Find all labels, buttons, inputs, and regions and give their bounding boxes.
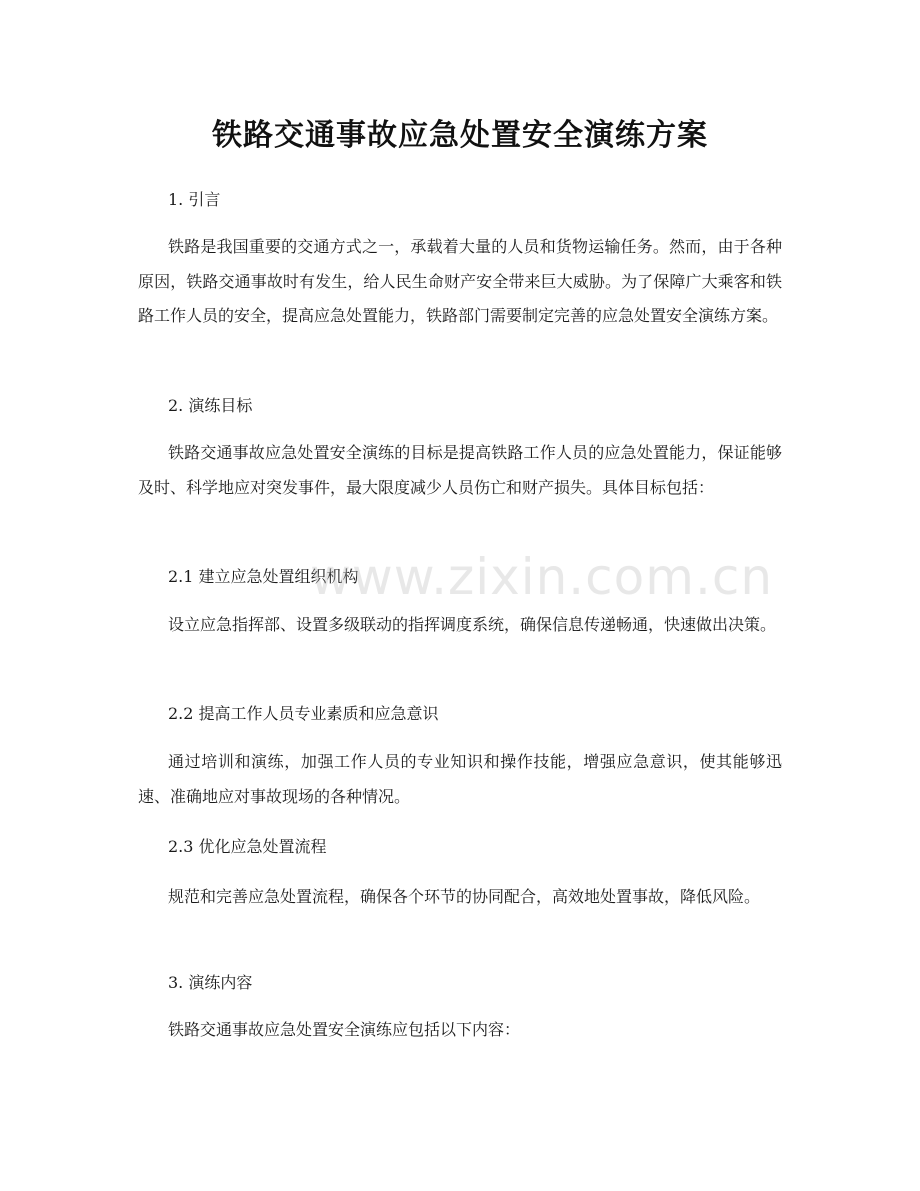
section-heading-intro: 1. 引言 [168, 190, 221, 209]
paragraph-intro: 铁路是我国重要的交通方式之一，承载着大量的人员和货物运输任务。然而，由于各种原因，铁路交通事故时有发生，给人民生命财产安全带来巨大威胁。为了保障广大乘客和铁路工作人员的安全，提高应急处置能力，铁路部门需要制定完善的应急处置安全演练方案。 [138, 237, 782, 325]
watermark: www.zixin.com.cn [310, 548, 774, 606]
subsection-heading-2-3: 2.3 优化应急处置流程 [168, 837, 327, 856]
paragraph-2-1: 设立应急指挥部、设置多级联动的指挥调度系统，确保信息传递畅通，快速做出决策。 [168, 615, 777, 634]
document-title: 铁路交通事故应急处置安全演练方案 [212, 118, 708, 153]
subsection-heading-2-1: 2.1 建立应急处置组织机构 [168, 567, 359, 586]
section-heading-content: 3. 演练内容 [168, 973, 253, 992]
section-heading-goals: 2. 演练目标 [168, 396, 253, 415]
paragraph-content: 铁路交通事故应急处置安全演练应包括以下内容： [168, 1020, 521, 1039]
paragraph-2-3: 规范和完善应急处置流程，确保各个环节的协同配合，高效地处置事故，降低风险。 [168, 887, 761, 906]
paragraph-2-2: 通过培训和演练，加强工作人员的专业知识和操作技能，增强应急意识，使其能够迅速、准确地应对事故现场的各种情况。 [138, 752, 782, 806]
paragraph-goals: 铁路交通事故应急处置安全演练的目标是提高铁路工作人员的应急处置能力，保证能够及时、科学地应对突发事件，最大限度减少人员伤亡和财产损失。具体目标包括： [138, 443, 782, 497]
subsection-heading-2-2: 2.2 提高工作人员专业素质和应急意识 [168, 704, 439, 723]
